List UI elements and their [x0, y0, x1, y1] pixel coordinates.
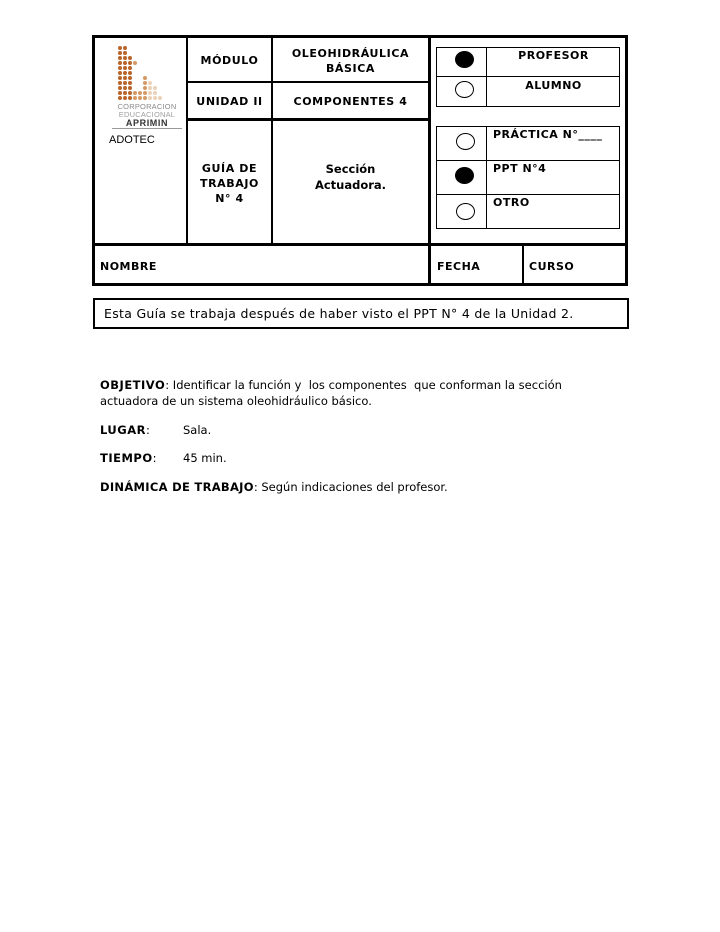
logo-caption: ADOTEC	[109, 134, 155, 146]
type-practica-label: PRÁCTICA N°____	[493, 128, 603, 141]
type-practica-radio[interactable]	[456, 133, 475, 150]
curso-field[interactable]: CURSO	[529, 260, 575, 273]
divider	[187, 81, 429, 83]
role-alumno-label: ALUMNO	[525, 79, 582, 92]
modulo-value-line1: OLEOHIDRÁULICA	[291, 47, 410, 60]
divider	[187, 118, 429, 121]
objetivo-text-line2: actuadora de un sistema oleohidráulico básico.	[100, 394, 372, 408]
tiempo-value: 45 min.	[183, 451, 227, 465]
unidad-label: UNIDAD II	[196, 95, 263, 108]
logo-triangle-icon	[118, 46, 178, 102]
guia-value-line1: Sección	[325, 162, 376, 176]
divider	[428, 36, 431, 286]
dinamica-text: : Según indicaciones del profesor.	[253, 480, 448, 494]
logo	[112, 44, 184, 132]
dinamica-label: DINÁMICA DE TRABAJO	[100, 480, 254, 494]
type-otro-label: OTRO	[493, 196, 530, 209]
objetivo-section	[100, 377, 600, 409]
logo-org-line2: EDUCACIONAL	[118, 110, 176, 119]
modulo-value	[273, 46, 428, 76]
dinamica-section	[100, 479, 600, 495]
lugar-section	[100, 422, 500, 438]
guia-value	[273, 161, 428, 193]
guia-label-line3: N° 4	[215, 192, 244, 205]
divider	[436, 76, 620, 77]
objetivo-text-line1: : Identificar la función y los componentes que conforman la sección	[165, 378, 562, 392]
divider	[436, 160, 620, 161]
divider	[522, 245, 524, 285]
lugar-label: LUGAR	[100, 423, 146, 437]
fecha-field[interactable]: FECHA	[437, 260, 481, 273]
guia-label	[188, 161, 271, 206]
divider	[436, 194, 620, 195]
tiempo-section	[100, 450, 500, 466]
logo-org-line1: CORPORACION	[117, 102, 177, 111]
type-ppt-label: PPT N°4	[493, 162, 547, 175]
tiempo-sep: :	[152, 451, 157, 465]
role-profesor-radio[interactable]	[455, 51, 474, 68]
unidad-value: COMPONENTES 4	[293, 95, 408, 108]
role-profesor-label: PROFESOR	[518, 49, 589, 62]
lugar-sep: :	[145, 423, 150, 437]
guia-label-line1: GUÍA DE	[201, 162, 258, 175]
type-otro-radio[interactable]	[456, 203, 475, 220]
note-text: Esta Guía se trabaja después de haber visto el PPT N° 4 de la Unidad 2.	[104, 306, 574, 321]
type-ppt-radio[interactable]	[455, 167, 474, 184]
tiempo-label: TIEMPO	[100, 451, 153, 465]
modulo-value-line2: BÁSICA	[325, 62, 376, 75]
lugar-value: Sala.	[183, 423, 212, 437]
note-box	[93, 298, 629, 329]
objetivo-label: OBJETIVO	[100, 378, 166, 392]
guia-value-line2: Actuadora.	[314, 178, 387, 192]
nombre-field[interactable]: NOMBRE	[100, 260, 157, 273]
divider	[486, 126, 487, 229]
divider	[93, 243, 627, 246]
role-alumno-radio[interactable]	[455, 81, 474, 98]
modulo-label: MÓDULO	[200, 54, 259, 67]
guia-label-line2: TRABAJO	[199, 177, 260, 190]
logo-org-line3: APRIMIN	[112, 118, 182, 129]
